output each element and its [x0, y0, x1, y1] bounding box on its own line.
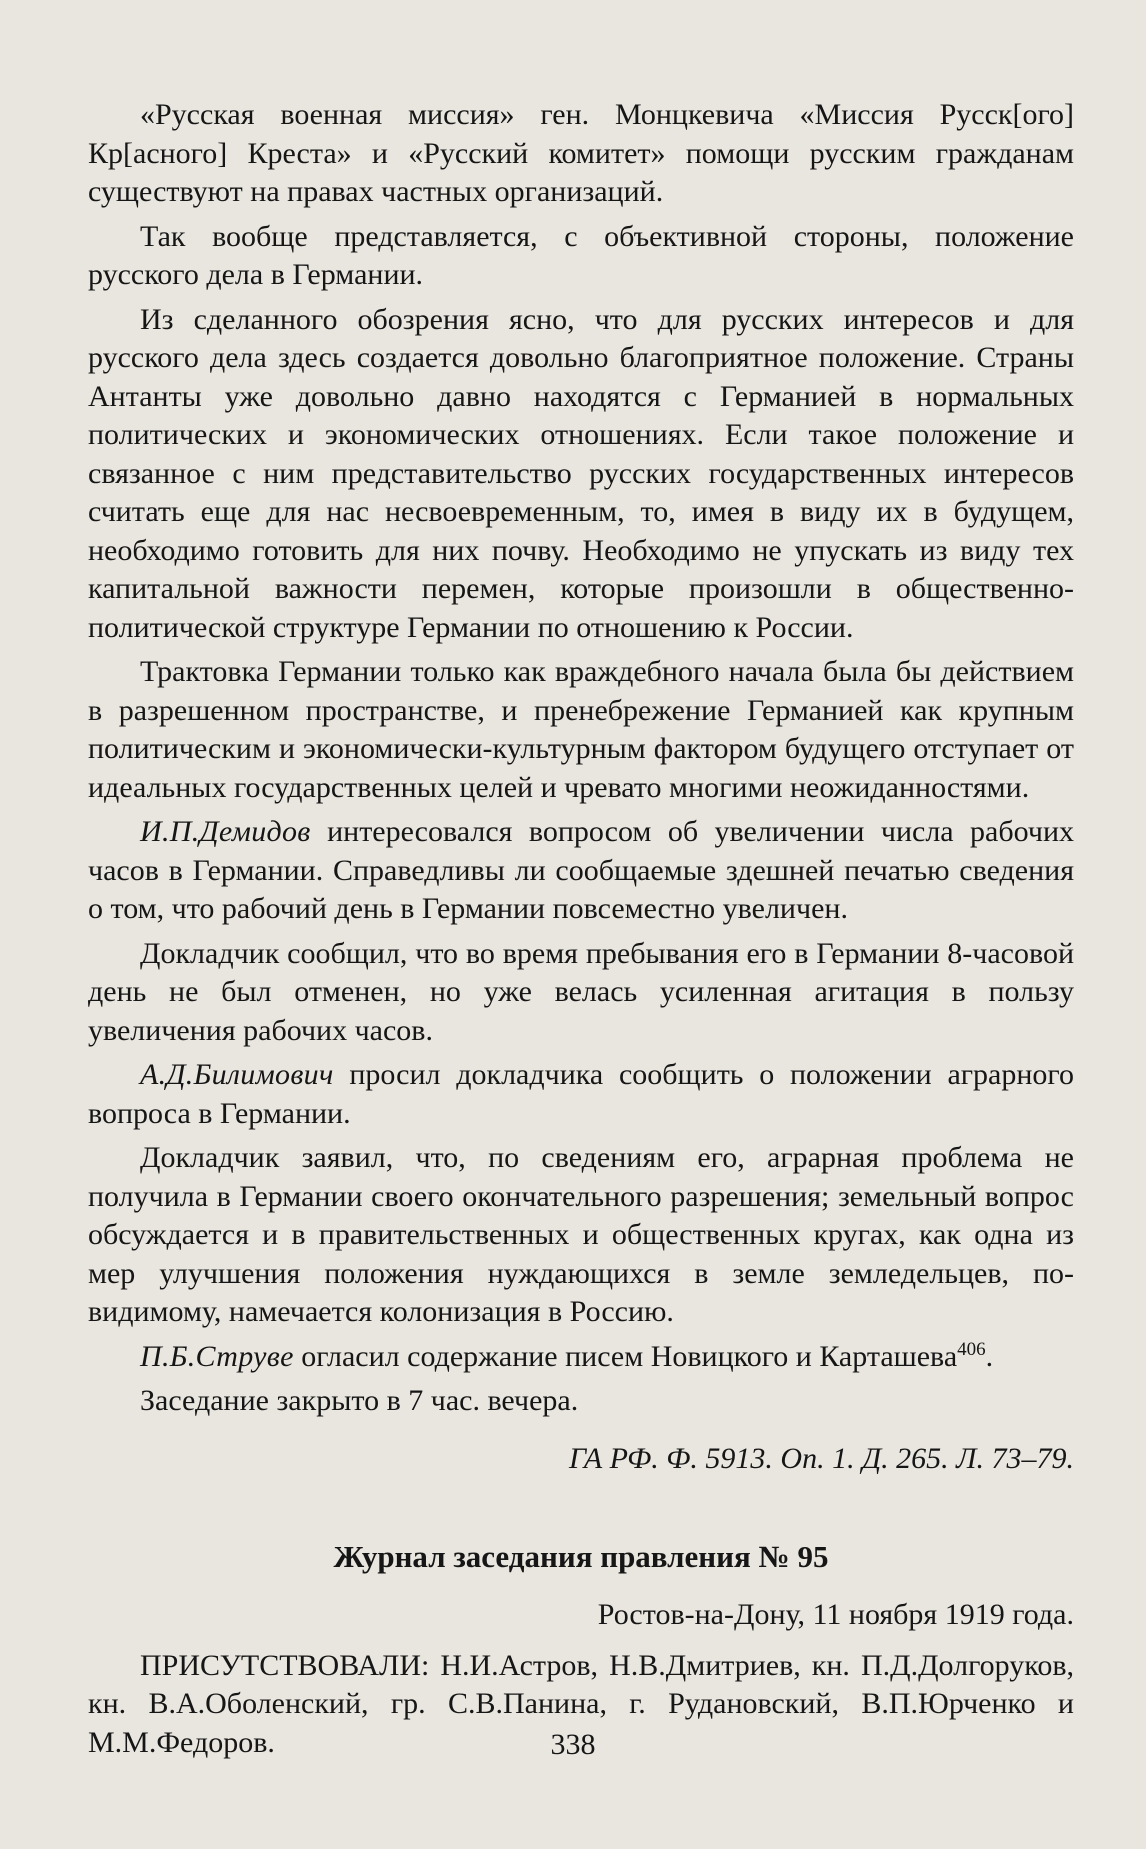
journal-title: Журнал заседания правления № 95 — [333, 1538, 829, 1574]
paragraph-text: «Русская военная миссия» ген. Монцкевича «Миссия Русск[ого] Кр[асного] Креста» и «Русский комитет» помощи русским гражданам существуют на правах частных организаций. — [88, 98, 1074, 208]
paragraph-bilimovich — [88, 1056, 1074, 1133]
paragraph-text: просил докладчика сообщить о положении аграрного вопроса в Германии. — [88, 1058, 1074, 1130]
paragraph — [88, 653, 1074, 807]
paragraph-struve — [88, 1338, 1074, 1377]
paragraph-text: Докладчик заявил, что, по сведениям его, аграрная проблема не получила в Германии своего окончательного разрешения; земельный вопрос обсуждается и в правительственных и общественных кругах, как одна из мер улучшения положения нуждающихся в земле земледельцев, по-видимому, намечается колонизация в Россию. — [88, 1141, 1074, 1328]
paragraph-text: Трактовка Германии только как враждебного начала была бы действием в разрешенном пространстве, и пренебрежение Германией как крупным политическим и экономически-культурным фактором будущего отступает от идеальных государственных целей и чревато многими неожиданностями. — [88, 655, 1074, 804]
paragraph — [88, 1382, 1074, 1421]
speaker-name: А.Д.Билимович — [140, 1058, 334, 1091]
paragraph-text: Так вообще представляется, с объективной стороны, положение русского дела в Германии. — [88, 219, 1074, 291]
speaker-name: И.П.Демидов — [140, 815, 311, 848]
archive-source: ГА РФ. Ф. 5913. Оп. 1. Д. 265. Л. 73–79. — [569, 1441, 1074, 1475]
paragraph — [88, 218, 1074, 295]
speaker-name: П.Б.Струве — [140, 1339, 294, 1373]
paragraph-text: Заседание закрыто в 7 час. вечера. — [140, 1384, 579, 1417]
paragraph-text: огласил содержание писем Новицкого и Карташева — [293, 1339, 958, 1373]
paragraph — [88, 96, 1074, 212]
present-list: ПРИСУТСТВОВАЛИ: Н.И.Астров, Н.В.Дмитриев, кн. П.Д.Долгоруков, кн. В.А.Оболенский, гр. С.В.Панина, г. Рудановский, В.П.Юрченко и М.М.Федоров. — [88, 1648, 1074, 1759]
paragraph — [88, 935, 1074, 1051]
paragraph-text: Из сделанного обозрения ясно, что для русских интересов и для русского дела здесь создается довольно благоприятное положение. Страны Антанты уже довольно давно находятся с Германией в нормальных политических и экономических отношениях. Если такое положение и связанное с ним представительство русских государственных интересов считать еще для нас несвоевременным, то, имея в виду их в будущем, необходимо готовить для них почву. Необходимо не упускать из виду тех капитальной важности перемен, которые произошли в общественно-политической структуре Германии по отношению к России. — [88, 302, 1074, 644]
paragraph-text-end: . — [985, 1339, 994, 1373]
place-date: Ростов-на-Дону, 11 ноября 1919 года. — [597, 1597, 1074, 1631]
page-number: 338 — [550, 1728, 596, 1761]
paragraph-text: Докладчик сообщил, что во время пребывания его в Германии 8-часовой день не был отменен, но уже велась усиленная агитация в пользу увеличения рабочих часов. — [88, 936, 1074, 1047]
footnote-reference[interactable]: 406 — [957, 1338, 986, 1360]
paragraph-text: интересовался вопросом об увеличении числа рабочих часов в Германии. Справедливы ли сообщаемые здешней печатью сведения о том, что рабочий день в Германии повсеместно увеличен. — [88, 815, 1074, 925]
paragraph — [88, 1139, 1074, 1332]
paragraph — [88, 301, 1074, 648]
paragraph-demidov — [88, 813, 1074, 929]
